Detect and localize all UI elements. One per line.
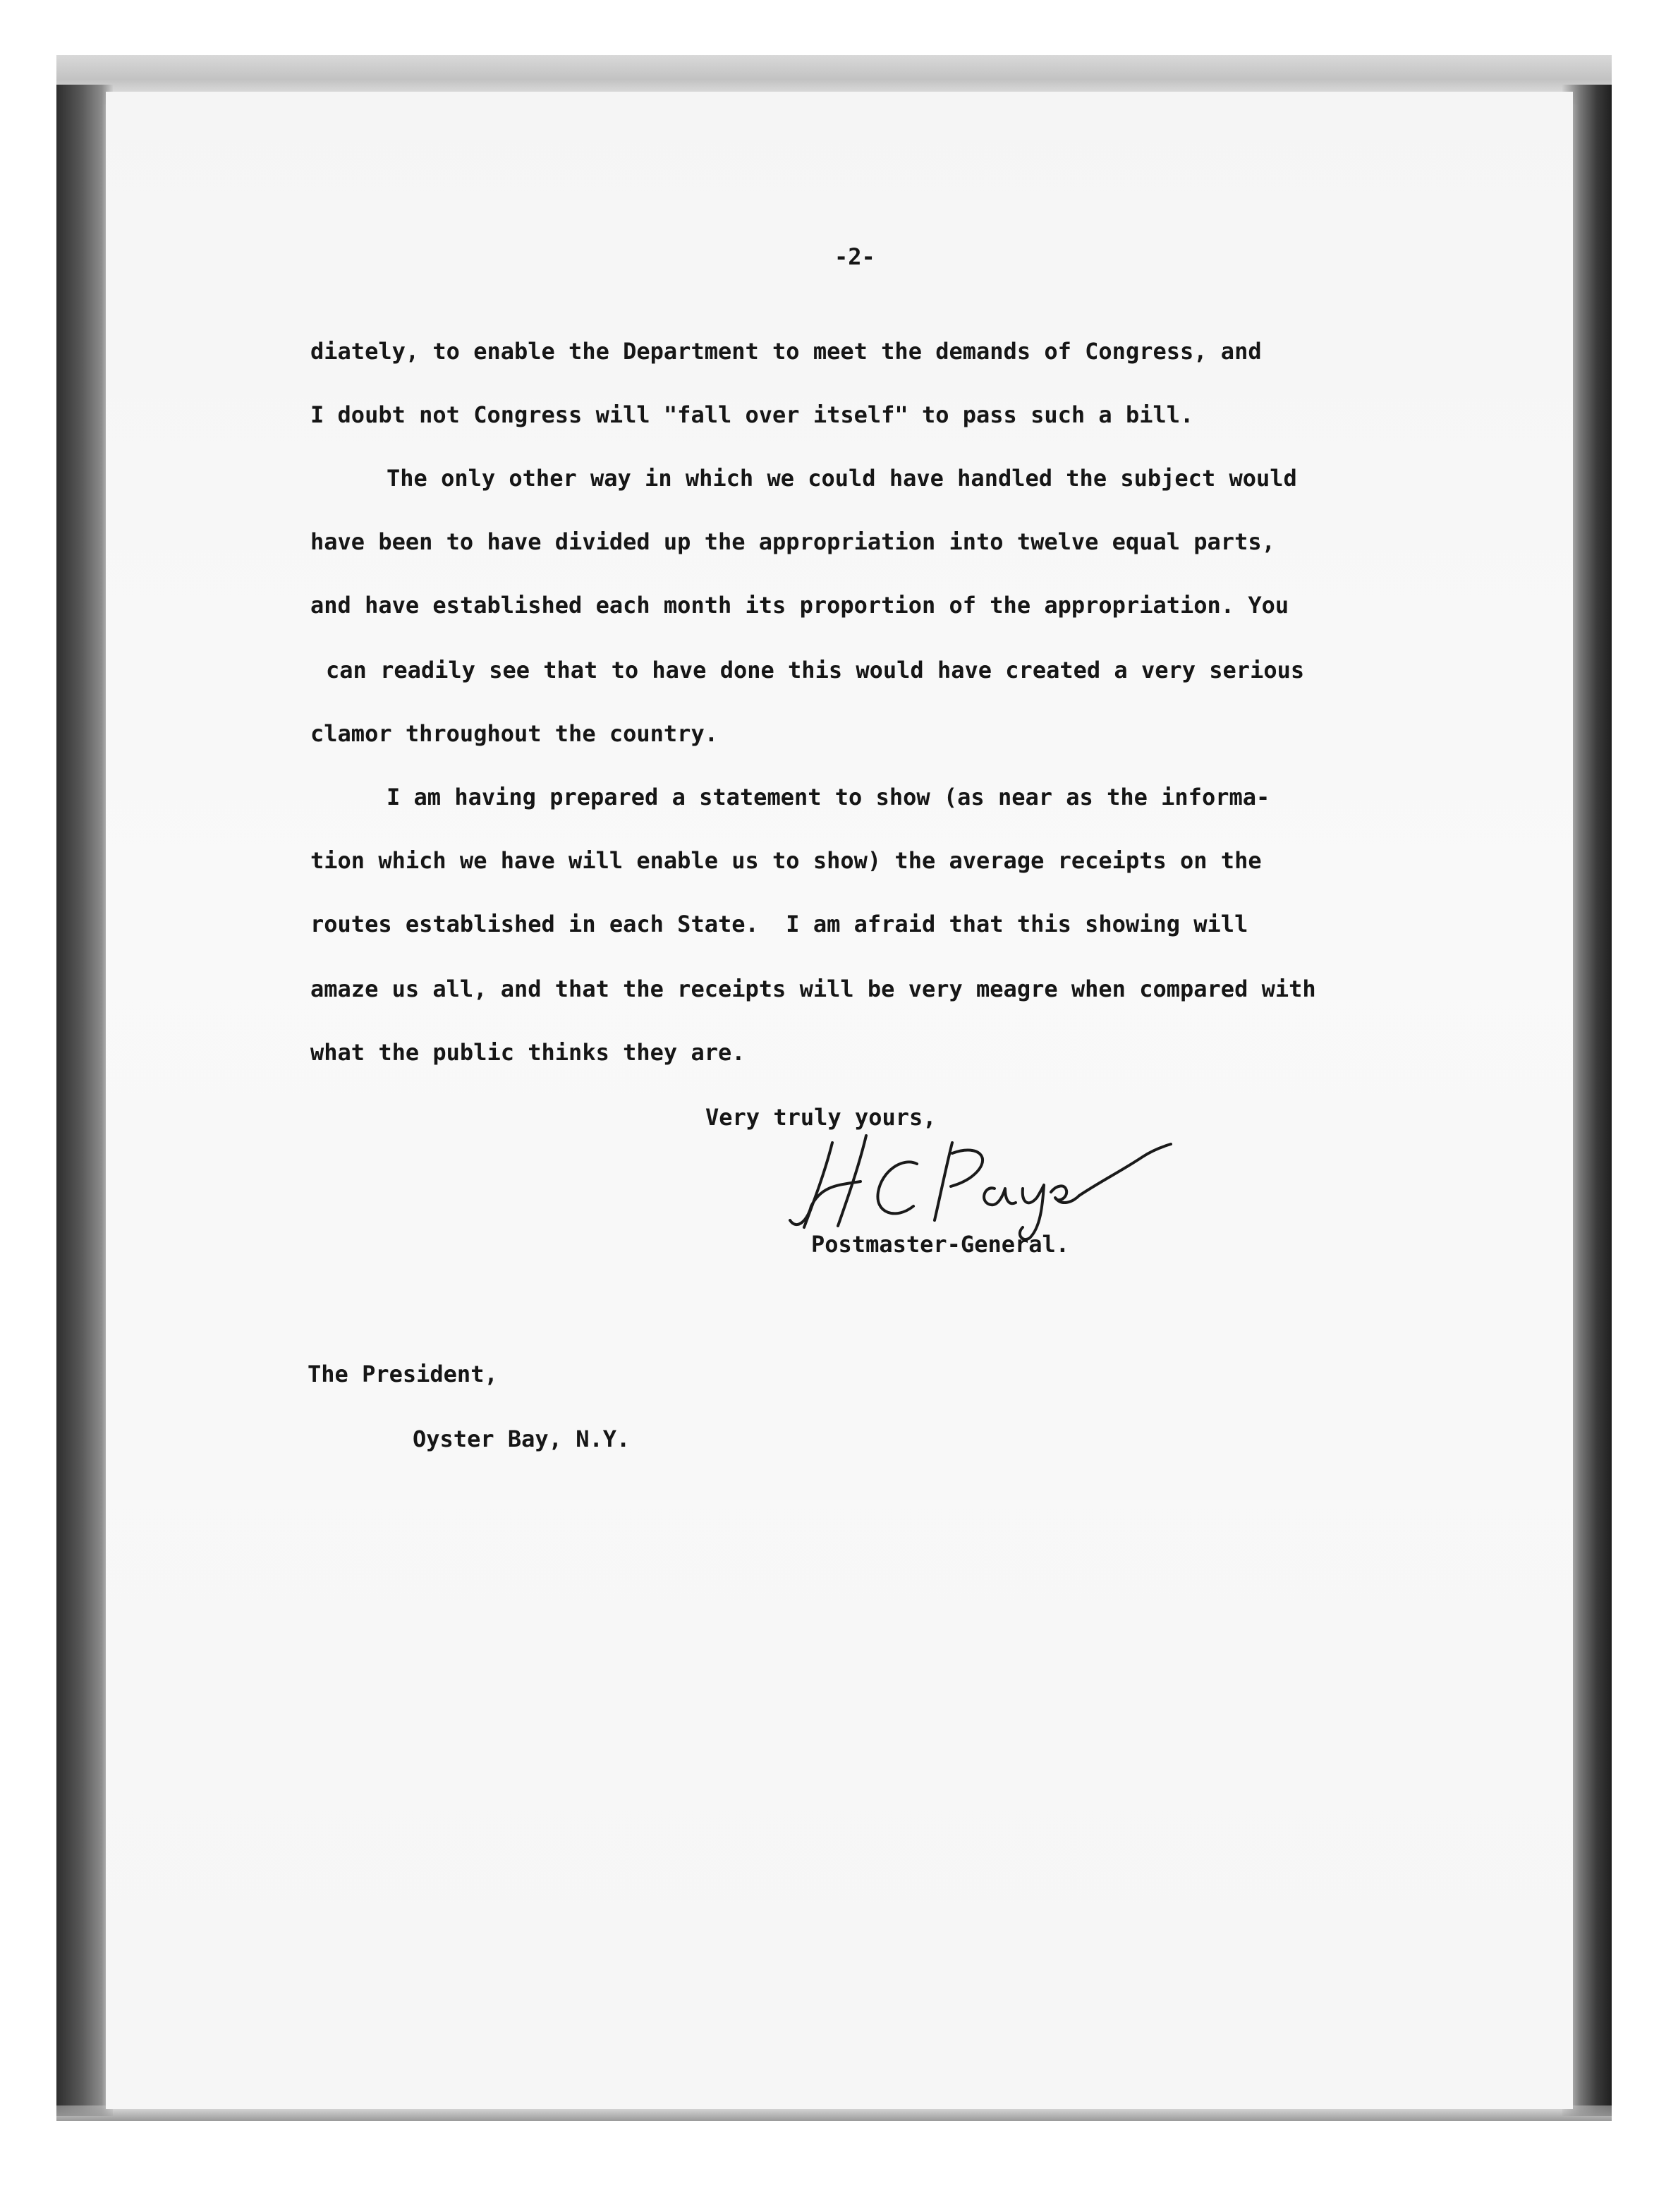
body-line: clamor throughout the country. — [310, 720, 718, 747]
closing: Very truly yours, — [705, 1104, 937, 1131]
body-line: amaze us all, and that the receipts will be very meagre when compared with — [310, 976, 1316, 1002]
address-line: Oyster Bay, N.Y. — [413, 1426, 631, 1452]
body-line: I doubt not Congress will "fall over itself" to pass such a bill. — [310, 401, 1194, 428]
body-line: diately, to enable the Department to meet the demands of Congress, and — [310, 338, 1262, 365]
body-line: have been to have divided up the appropriation into twelve equal parts, — [310, 528, 1275, 555]
body-line: The only other way in which we could have handled the subject would — [387, 465, 1297, 492]
body-line: can readily see that to have done this would have created a very serious — [326, 657, 1305, 683]
signer-title: Postmaster-General. — [811, 1231, 1070, 1258]
body-line: what the public thinks they are. — [310, 1039, 746, 1066]
addressee: The President, — [308, 1361, 498, 1387]
body-line: I am having prepared a statement to show (as near as the informa- — [387, 784, 1270, 810]
page-number: -2- — [834, 243, 875, 270]
letter-page — [106, 92, 1573, 2109]
body-line: routes established in each State. I am afraid that this showing will — [310, 911, 1248, 937]
scan-edge-left — [56, 85, 113, 2116]
body-line: tion which we have will enable us to show) the average receipts on the — [310, 847, 1262, 874]
body-line: and have established each month its proportion of the appropriation. You — [310, 592, 1289, 619]
signature — [783, 1114, 1178, 1241]
